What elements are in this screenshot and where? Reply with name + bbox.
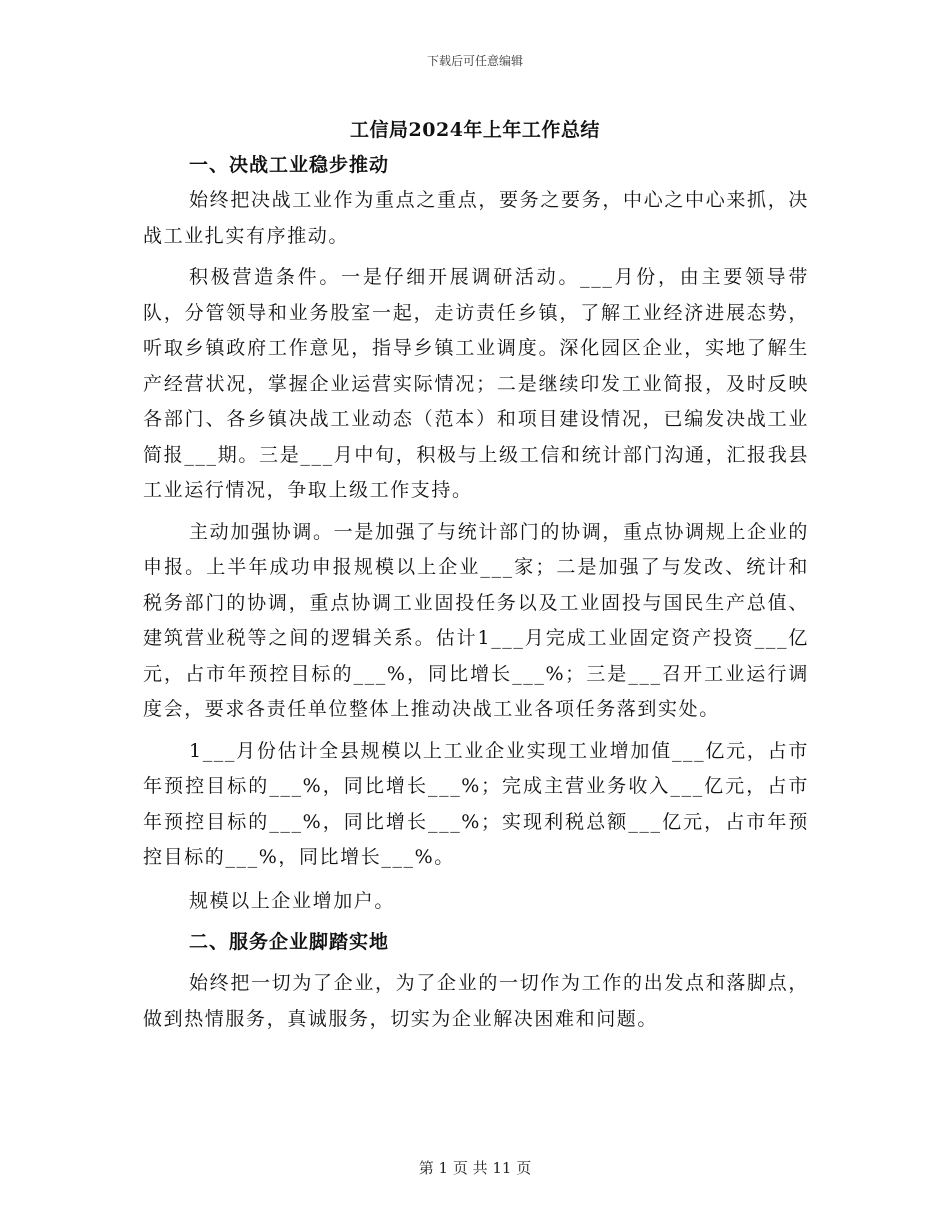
section-heading-1: 一、决战工业稳步推动 [189, 154, 390, 176]
paragraph: 始终把一切为了企业，为了企业的一切作为工作的出发点和落脚点，做到热情服务，真诚服务，切实为企业解决困难和问题。 [143, 972, 809, 1030]
document-title: 工信局2024年上年工作总结 [350, 119, 600, 141]
page-number: 第 1 页 共 11 页 [418, 1159, 532, 1177]
paragraph: 1___月份估计全县规模以上工业企业实现工业增加值___亿元，占市年预控目标的___%，同比增长___%；完成主营业务收入___亿元，占市年预控目标的___%，同比增长___%；实现利税总额___亿元，占市年预控目标的___%，同比增长___%。 [143, 739, 809, 868]
paragraph: 积极营造条件。一是仔细开展调研活动。___月份，由主要领导带队，分管领导和业务股室一起，走访责任乡镇，了解工业经济进展态势，听取乡镇政府工作意见，指导乡镇工业调度。深化园区企业，实地了解生产经营状况，掌握企业运营实际情况；二是继续印发工业简报，及时反映各部门、各乡镇决战工业动态（范本）和项目建设情况，已编发决战工业简报___期。三是___月中旬，积极与上级工信和统计部门沟通，汇报我县工业运行情况，争取上级工作支持。 [143, 266, 809, 501]
page-header: 下载后可任意编辑 [426, 54, 523, 68]
section-heading-2: 二、服务企业脚踏实地 [189, 931, 390, 953]
document-body [143, 148, 809, 1037]
paragraph: 主动加强协调。一是加强了与统计部门的协调，重点协调规上企业的申报。上半年成功申报规模以上企业___家；二是加强了与发改、统计和税务部门的协调，重点协调工业固投任务以及工业固投与国民生产总值、建筑营业税等之间的逻辑关系。估计1___月完成工业固定资产投资___亿元，占市年预控目标的___%，同比增长___%；三是___召开工业运行调度会，要求各责任单位整体上推动决战工业各项任务落到实处。 [143, 520, 809, 720]
paragraph: 始终把决战工业作为重点之重点，要务之要务，中心之中心来抓，决战工业扎实有序推动。 [143, 189, 809, 247]
paragraph: 规模以上企业增加户。 [189, 889, 396, 912]
